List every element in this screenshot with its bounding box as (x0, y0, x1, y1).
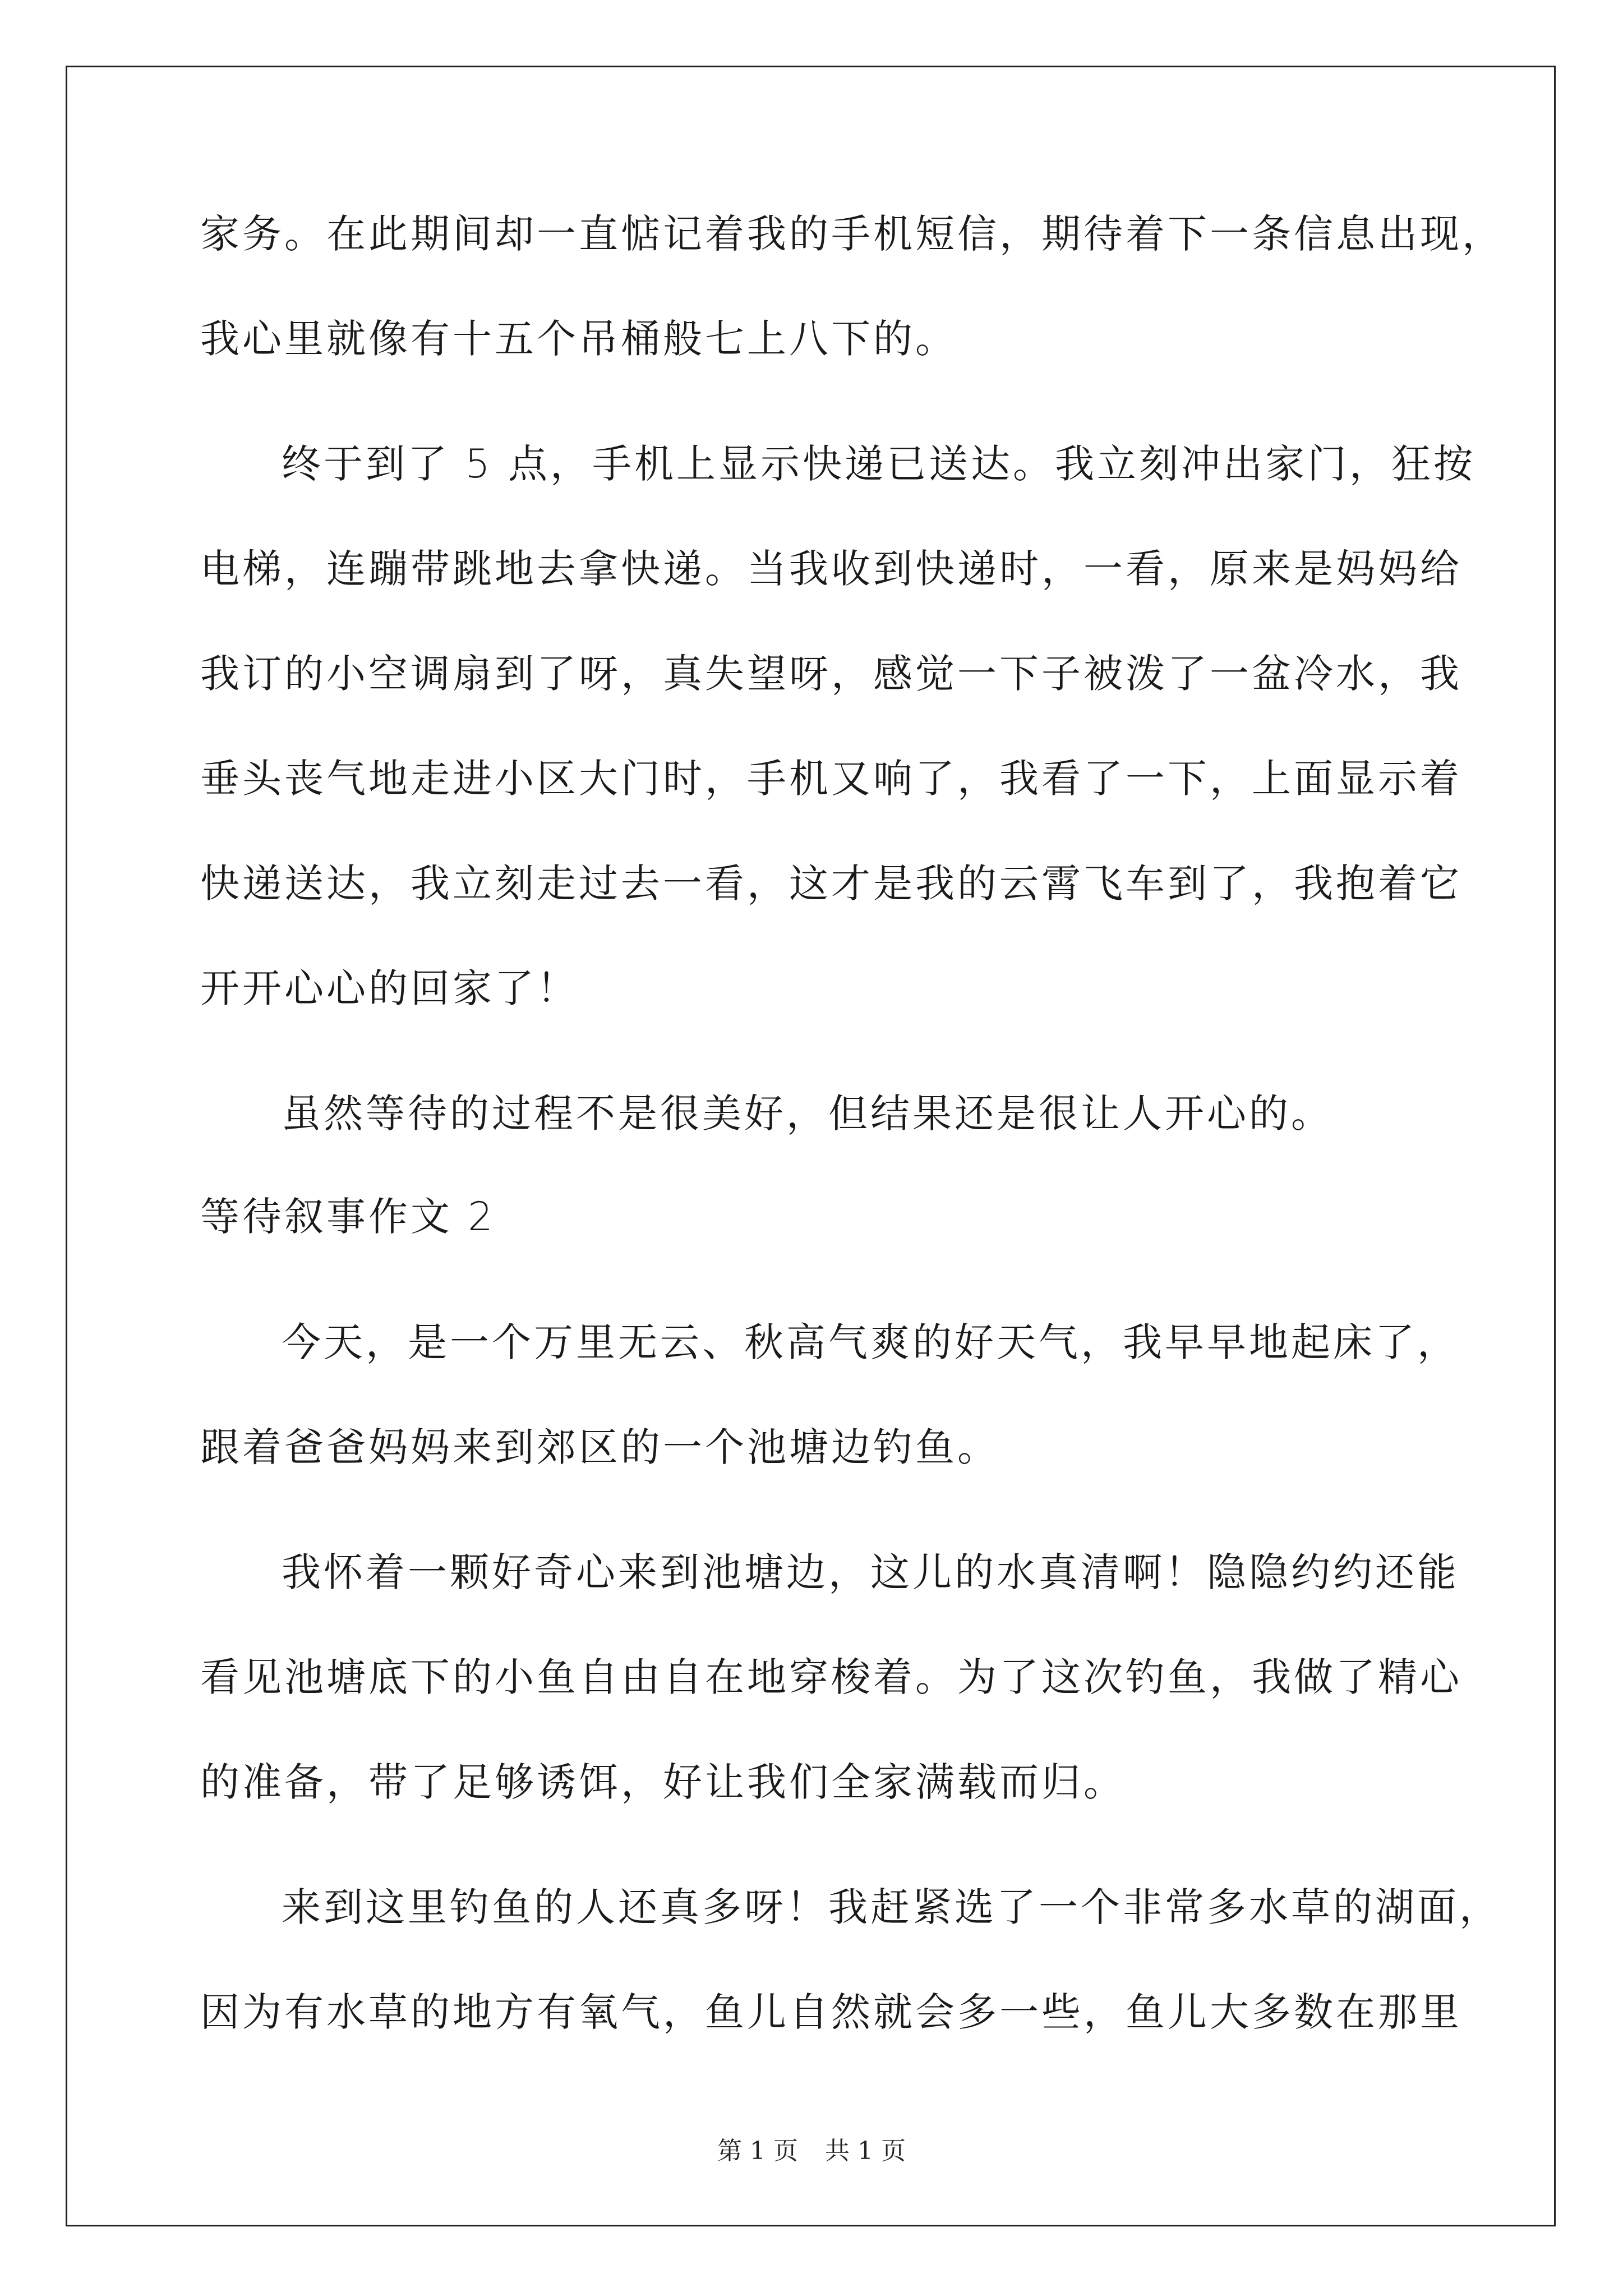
text-line: 跟着爸爸妈妈来到郊区的一个池塘边钓鱼。 (200, 1424, 999, 1470)
page-count: 共 1 页 (825, 2137, 906, 2165)
text-line: 垂头丧气地走进小区大门时，手机又响了，我看了一下，上面显示着 (200, 756, 1462, 802)
paragraph-start-line: 终于到了 5 点，手机上显示快递已送达。我立刻冲出家门，狂按 (282, 441, 1476, 487)
paragraph-start-line: 今天，是一个万里无云、秋高气爽的好天气，我早早地起床了， (282, 1319, 1459, 1365)
text-line: 因为有水草的地方有氧气，鱼儿自然就会多一些，鱼儿大多数在那里 (200, 1989, 1462, 2035)
paragraph-start-line: 来到这里钓鱼的人还真多呀！我赶紧选了一个非常多水草的湖面， (282, 1884, 1501, 1930)
text-line: 电梯，连蹦带跳地去拿快递。当我收到快递时，一看，原来是妈妈给 (200, 546, 1462, 592)
page-footer (0, 2131, 1623, 2166)
text-line: 家务。在此期间却一直惦记着我的手机短信，期待着下一条信息出现， (200, 211, 1504, 257)
paragraph-start-line: 虽然等待的过程不是很美好，但结果还是很让人开心的。 (282, 1091, 1333, 1137)
text-line: 的准备，带了足够诱饵，好让我们全家满载而归。 (200, 1759, 1126, 1805)
text-line: 快递送达，我立刻走过去一看，这才是我的云霄飞车到了，我抱着它 (200, 861, 1462, 907)
text-line: 看见池塘底下的小鱼自由自在地穿梭着。为了这次钓鱼，我做了精心 (200, 1654, 1462, 1700)
text-line: 我心里就像有十五个吊桶般七上八下的。 (200, 316, 957, 362)
text-line: 我订的小空调扇到了呀，真失望呀，感觉一下子被泼了一盆冷水，我 (200, 651, 1462, 697)
paragraph-start-line: 我怀着一颗好奇心来到池塘边，这儿的水真清啊！隐隐约约还能 (282, 1549, 1459, 1595)
page-number: 第 1 页 (717, 2137, 798, 2165)
section-title: 等待叙事作文 2 (200, 1194, 496, 1240)
text-line: 开开心心的回家了！ (200, 965, 579, 1011)
